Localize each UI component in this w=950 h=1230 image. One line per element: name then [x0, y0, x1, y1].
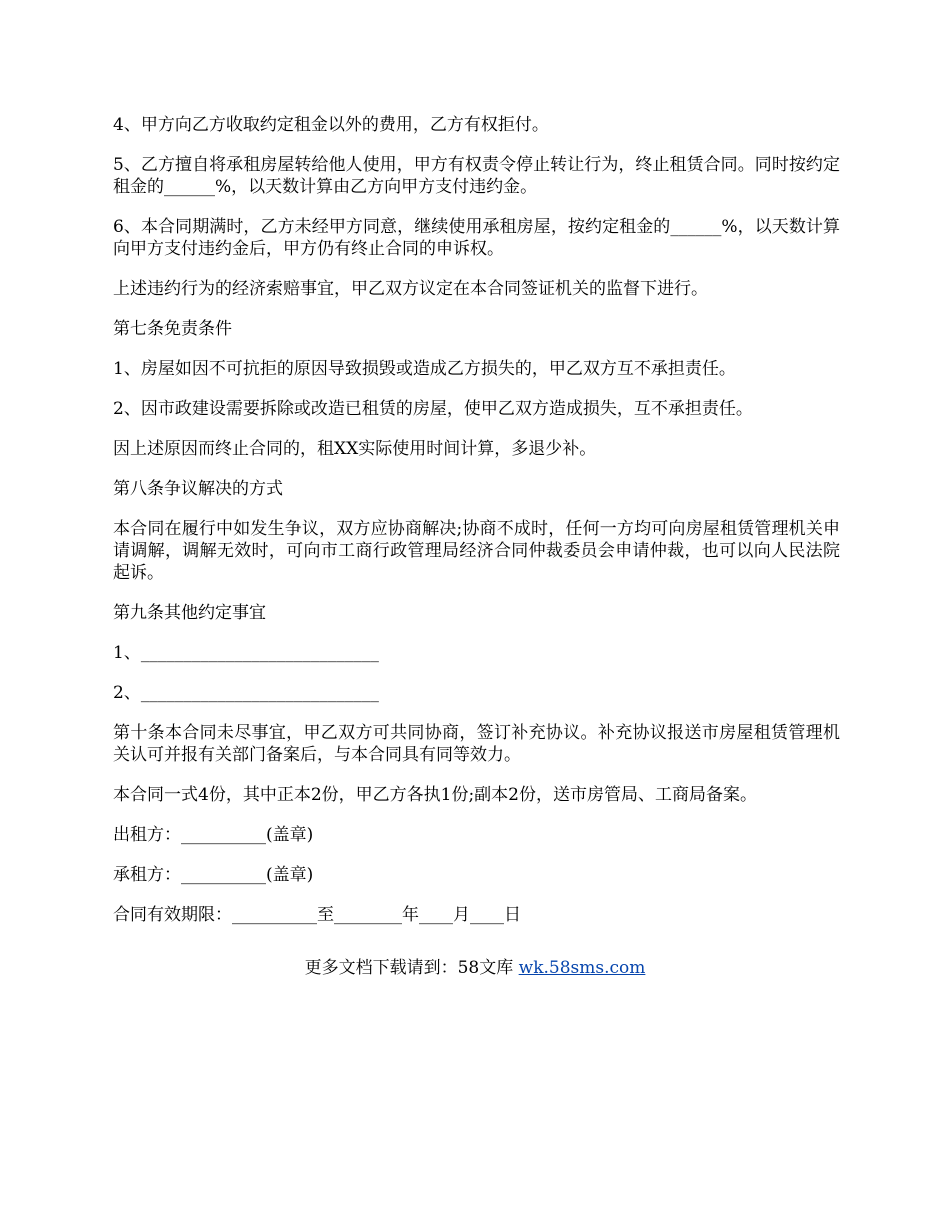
article-8-body: 本合同在履行中如发生争议，双方应协商解决;协商不成时，任何一方均可向房屋租赁管理机关申请调解，调解无效时，可向市工商行政管理局经济合同仲裁委员会申请仲裁，也可以向人民法院起诉。 [113, 519, 840, 583]
article-7-heading: 第七条免责条件 [113, 319, 232, 339]
article-7-item-1: 1、房屋如因不可抗拒的原因导致损毁或造成乙方损失的，甲乙双方互不承担责任。 [113, 359, 736, 379]
article-9-item-1: 1、____________________________ [113, 643, 379, 663]
article-10: 第十条本合同未尽事宜，甲乙双方可共同协商，签订补充协议。补充协议报送市房屋租赁管理机关认可并报有关部门备案后，与本合同具有同等效力。 [113, 723, 840, 765]
lessor-signature-line: 出租方：__________(盖章) [113, 825, 314, 845]
download-footer [0, 957, 950, 979]
footer-link[interactable]: wk.58sms.com [518, 958, 646, 978]
article-9-item-2: 2、____________________________ [113, 683, 379, 703]
lessee-signature-line: 承租方：__________(盖章) [113, 865, 314, 885]
breach-claims-note: 上述违约行为的经济索赔事宜，甲乙双方议定在本合同签证机关的监督下进行。 [113, 279, 708, 299]
clause-6: 6、本合同期满时，乙方未经甲方同意，继续使用承租房屋，按约定租金的______%，以天数计算向甲方支付违约金后，甲方仍有终止合同的申诉权。 [113, 217, 840, 259]
footer-prefix: 更多文档下载请到：58文库 [304, 958, 519, 978]
article-8-heading: 第八条争议解决的方式 [113, 479, 283, 499]
article-9-heading: 第九条其他约定事宜 [113, 603, 266, 623]
contract-validity-line: 合同有效期限：__________至________年____月____日 [113, 905, 521, 925]
clause-4: 4、甲方向乙方收取约定租金以外的费用，乙方有权拒付。 [113, 115, 549, 135]
clause-5: 5、乙方擅自将承租房屋转给他人使用，甲方有权责令停止转让行为，终止租赁合同。同时按约定租金的______%，以天数计算由乙方向甲方支付违约金。 [113, 155, 840, 197]
copies-note: 本合同一式4份，其中正本2份，甲乙方各执1份;副本2份，送市房管局、工商局备案。 [113, 785, 757, 805]
article-7-settlement: 因上述原因而终止合同的，租XX实际使用时间计算，多退少补。 [113, 439, 597, 459]
article-7-item-2: 2、因市政建设需要拆除或改造已租赁的房屋，使甲乙双方造成损失，互不承担责任。 [113, 399, 753, 419]
document-body [113, 114, 840, 944]
